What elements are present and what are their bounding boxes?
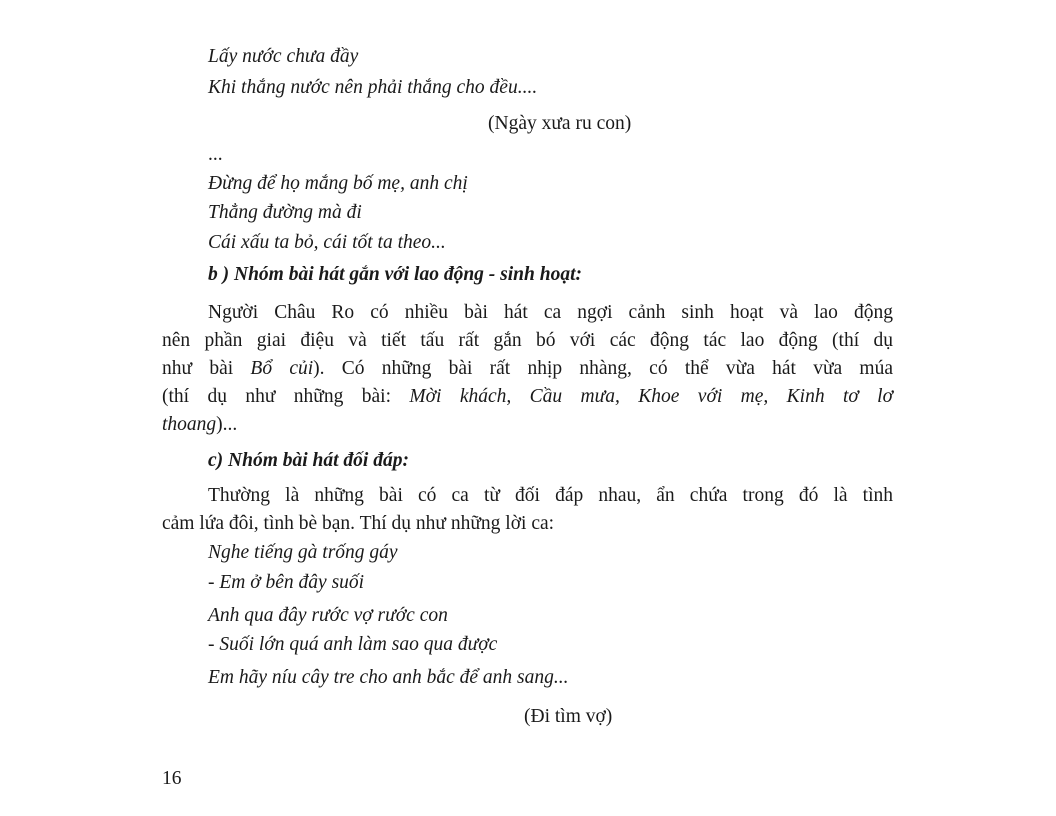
verse-line: Cái xấu ta bỏ, cái tốt ta theo... <box>208 232 446 253</box>
song-title: thoang <box>162 414 217 435</box>
verse-line: Em hãy níu cây tre cho anh bắc để anh sang... <box>208 667 569 688</box>
source-citation: (Ngày xưa ru con) <box>488 113 632 134</box>
page-number: 16 <box>162 768 182 789</box>
source-citation: (Đi tìm vợ) <box>524 706 613 727</box>
section-heading-b: b ) Nhóm bài hát gắn với lao động - sinh hoạt: <box>208 264 582 285</box>
verse-line: - Em ở bên đây suối <box>208 572 365 593</box>
text: như bài <box>162 358 251 379</box>
text: ). Có những bài rất nhịp nhàng, có thể vừa hát vừa múa <box>313 358 893 379</box>
verse-line: Đừng để họ mắng bố mẹ, anh chị <box>208 173 468 194</box>
song-titles: Mời khách, Cầu mưa, Khoe với mẹ, Kinh tơ lơ <box>409 386 893 407</box>
song-title: Bổ củi <box>250 358 314 379</box>
paragraph-line: Người Châu Ro có nhiều bài hát ca ngợi cảnh sinh hoạt và lao động <box>208 302 893 323</box>
paragraph-line <box>162 413 237 437</box>
ellipsis: ... <box>208 144 223 165</box>
verse-line: Khi thắng nước nên phải thắng cho đều.... <box>208 77 538 98</box>
verse-line: Thẳng đường mà đi <box>208 202 362 223</box>
verse-line: Nghe tiếng gà trống gáy <box>208 542 398 563</box>
verse-line: Anh qua đây rước vợ rước con <box>208 605 448 626</box>
paragraph-line: nên phần giai điệu và tiết tấu rất gắn bó với các động tác lao động (thí dụ <box>162 330 893 351</box>
verse-line: - Suối lớn quá anh làm sao qua được <box>208 634 498 655</box>
verse-line: Lấy nước chưa đầy <box>208 46 359 67</box>
section-heading-c: c) Nhóm bài hát đối đáp: <box>208 450 409 471</box>
paragraph-line <box>162 385 893 409</box>
text: (thí dụ như những bài: <box>162 386 410 407</box>
paragraph-line <box>162 357 893 381</box>
text: )... <box>216 414 238 435</box>
paragraph-line: Thường là những bài có ca từ đối đáp nhau, ẩn chứa trong đó là tình <box>208 485 893 506</box>
paragraph-line: cảm lứa đôi, tình bè bạn. Thí dụ như những lời ca: <box>162 513 555 534</box>
